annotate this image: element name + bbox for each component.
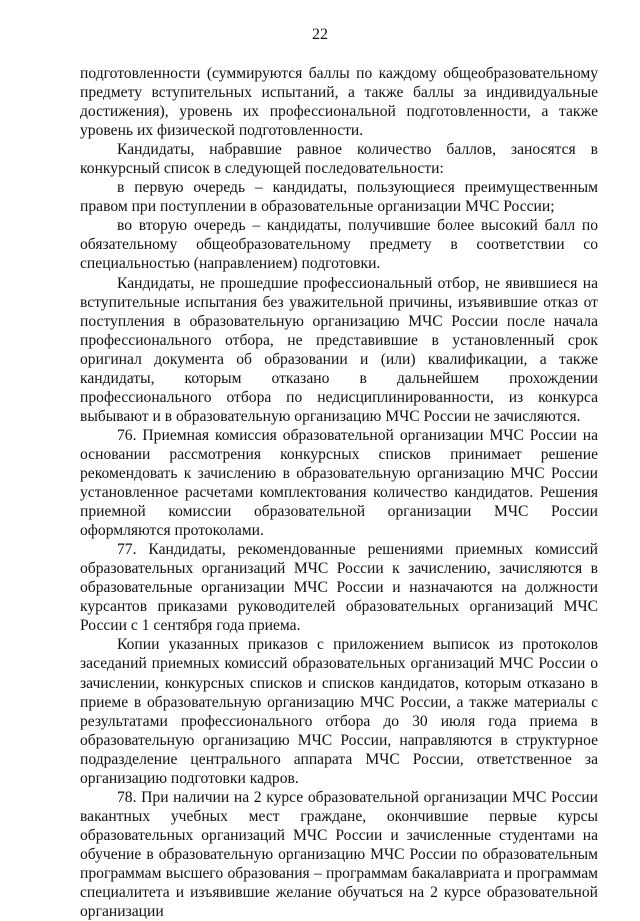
paragraph-item-78: 78. При наличии на 2 курсе образовательной организации МЧС России вакантных учебных мест граждане, окончившие первые курсы образовательных организаций МЧС России и зачисленные студентами на обучение в образовательную организацию МЧС России по образовательным программам высшего образования – программам бакалавриата и программам специалитета и изъявившие желание обучаться на 2 курсе образовательной организации <box>80 788 598 921</box>
paragraph-equal-scores: Кандидаты, набравшие равное количество баллов, заносятся в конкурсный список в следующей последовательности: <box>80 141 598 178</box>
document-body <box>80 64 598 921</box>
paragraph-first-priority: в первую очередь – кандидаты, пользующиеся преимущественным правом при поступлении в образовательные организации МЧС России; <box>80 179 598 216</box>
paragraph-excluded-candidates: Кандидаты, не прошедшие профессиональный отбор, не явившиеся на вступительные испытания без уважительной причины, изъявившие отказ от поступления в образовательную организацию МЧС России после начала профессионального отбора, не представившие в установленный срок оригинал документа об образовании и (или) квалификации, а также кандидаты, которым отказано в дальнейшем прохождении профессионального отбора по недисциплинированности, из конкурса выбывают и в образовательную организацию МЧС России не зачисляются. <box>80 274 598 425</box>
paragraph-item-76: 76. Приемная комиссия образовательной организации МЧС России на основании рассмотрения конкурсных списков принимает решение рекомендовать к зачислению в образовательную организацию МЧС России установленное расчетами комплектования количество кандидатов. Решения приемной комиссии образовательной организации МЧС России оформляются протоколами. <box>80 426 598 540</box>
paragraph-item-77: 77. Кандидаты, рекомендованные решениями приемных комиссий образовательных организаций МЧС России к зачислению, зачисляются в образовательные организации МЧС России и назначаются на должности курсантов приказами руководителей образовательных организаций МЧС России с 1 сентября года приема. <box>80 541 598 635</box>
paragraph-continued: подготовленности (суммируются баллы по каждому общеобразовательному предмету вступительных испытаний, а также баллы за индивидуальные достижения), уровень их профессиональной подготовленности, а также уровень их физической подготовленности. <box>80 65 598 140</box>
paragraph-second-priority: во вторую очередь – кандидаты, получившие более высокий балл по обязательному общеобразовательному предмету в соответствии со специальностью (направлением) подготовки. <box>80 217 598 273</box>
paragraph-order-copies: Копии указанных приказов с приложением выписок из протоколов заседаний приемных комиссий образовательных организаций МЧС России о зачислении, конкурсных списков и списков кандидатов, которым отказано в приеме в образовательную организацию МЧС России, а также материалы с результатами профессионального отбора до 30 июля года приема в образовательную организацию МЧС России, направляются в структурное подразделение центрального аппарата МЧС России, ответственное за организацию подготовки кадров. <box>80 636 598 787</box>
page-number: 22 <box>312 26 328 43</box>
